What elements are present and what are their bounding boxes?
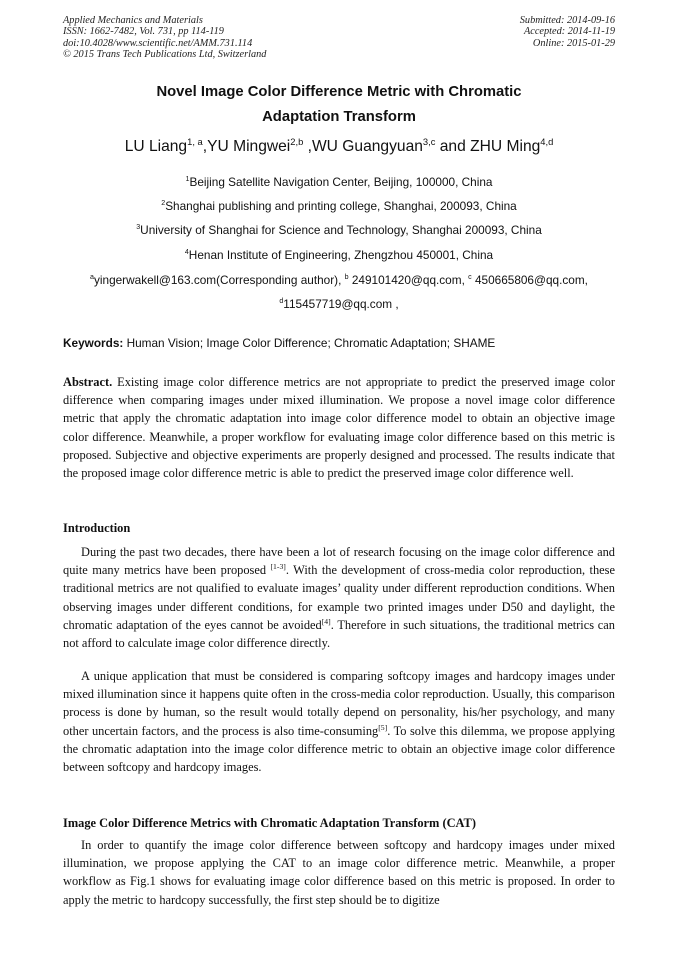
affiliation-3 — [63, 223, 615, 238]
author-separator: , — [202, 138, 208, 155]
section-heading-cat: Image Color Difference Metrics with Chromatic Adaptation Transform (CAT) — [63, 816, 476, 830]
abstract — [63, 373, 615, 482]
affiliation-sup: 4 — [184, 248, 189, 257]
email-sup: a — [90, 273, 94, 282]
affiliation-sup: 3 — [136, 223, 141, 232]
author-separator: and — [435, 138, 471, 155]
section-heading-introduction: Introduction — [63, 521, 131, 535]
citation: [5] — [378, 722, 388, 732]
doi-line: doi:10.4028/www.scientific.net/AMM.731.114 — [63, 37, 253, 49]
affiliation-text: University of Shanghai for Science and Technology, Shanghai 200093, China — [140, 223, 542, 237]
keywords — [63, 336, 615, 351]
intro-p1-text: During the past two decades, there have been a lot of research focusing on the image color difference and quite many metrics have been proposed — [63, 545, 615, 578]
affiliation-text: Henan Institute of Engineering, Zhengzhou 450001, China — [188, 248, 494, 262]
submitted-date: Submitted: 2014-09-16 — [519, 15, 615, 26]
keywords-label: Keywords: — [63, 336, 124, 350]
journal-meta — [63, 15, 266, 60]
title-line-2: Adaptation Transform — [262, 109, 416, 125]
intro-p1-text: . With the development of cross-media color reproduction, these traditional metrics are not qualified to evaluate images’ quality under different reproduction conditions. When observing images under different conditions, for example two printed images under D50 and daylight, the chromatic adaptation of the eyes cannot be avoided — [63, 563, 615, 632]
email-c: 450665806@qq.com, — [471, 273, 588, 287]
affiliation-text: Beijing Satellite Navigation Center, Beijing, 100000, China — [189, 175, 493, 189]
email-b: 249101420@qq.com, — [348, 273, 469, 287]
author-sup: 4,d — [540, 136, 554, 147]
author-list — [63, 137, 615, 157]
intro-paragraph-2 — [63, 667, 615, 776]
dates-meta — [520, 15, 615, 49]
intro-p2-text: A unique application that must be considered is comparing softcopy images and hardcopy images under mixed illumination since it happens quite often in the cross-media color reproduction. Usually, this comparison process is done by human, so the result would totally depend on personality, his/her psychology, and many other uncertain factors, and the process is also time-consuming — [63, 669, 615, 738]
author-name: LU Liang — [124, 138, 188, 155]
email-sup: b — [344, 273, 349, 282]
title-line-1: Novel Image Color Difference Metric with Chromatic — [156, 84, 522, 100]
affiliation-sup: 1 — [185, 175, 190, 184]
citation: [4] — [321, 616, 331, 626]
email-line-2 — [63, 297, 615, 312]
keywords-text: Human Vision; Image Color Difference; Chromatic Adaptation; SHAME — [123, 336, 496, 350]
author-sup: 3,c — [422, 136, 436, 147]
journal-name: Applied Mechanics and Materials — [63, 15, 203, 26]
email-line-1 — [63, 273, 615, 288]
email-sup: d — [279, 297, 284, 306]
section2-paragraph-1: In order to quantify the image color difference between softcopy and hardcopy images under mixed illumination, we propose applying the CAT to an image color difference metric. Meanwhile, a proper workflow as Fig.1 shows for evaluating image color difference based on this metric is proposed. In order to apply the metric to hardcopy successfully, the first step should be to digitize — [63, 838, 615, 907]
issn-line: ISSN: 1662-7482, Vol. 731, pp 114-119 — [63, 26, 224, 38]
intro-p1-text: . Therefore in such situations, the traditional metrics can not afford to calculate image color difference directly. — [63, 617, 616, 651]
email-sup: c — [468, 273, 472, 282]
accepted-date: Accepted: 2014-11-19 — [523, 26, 615, 38]
affiliation-text: Shanghai publishing and printing college, Shanghai, 200093, China — [165, 199, 517, 213]
abstract-label: Abstract. — [63, 375, 113, 389]
author-name: WU Guangyuan — [311, 138, 423, 155]
author-separator: , — [303, 138, 312, 155]
intro-paragraph-1 — [63, 543, 615, 652]
author-name: ZHU Ming — [470, 138, 541, 155]
abstract-text: Existing image color difference metrics are not appropriate to predict the preserved image color difference when comparing images under mixed illumination. We propose a novel image color difference metric that apply the chromatic adaptation into image color difference model to obtain an objective image color difference. Meanwhile, a proper workflow for evaluating image color difference based on this metric is proposed. Subjective and objective experiments are properly designed and processed. The results indicate that the proposed image color difference metric is able to predict the preserved image color difference well. — [63, 375, 615, 481]
affiliation-1 — [63, 175, 615, 190]
intro-p2-text: . To solve this dilemma, we propose applying the chromatic adaptation into the image color difference metric to obtain an objective image color difference between softcopy and hardcopy images. — [63, 723, 615, 775]
author-name: YU Mingwei — [207, 138, 291, 155]
affiliation-4 — [63, 248, 615, 263]
email-a: yingerwakell@163.com(Corresponding author), — [93, 273, 345, 287]
email-d: 115457719@qq.com , — [283, 297, 399, 311]
copyright-line: © 2015 Trans Tech Publications Ltd, Switzerland — [63, 48, 267, 60]
affiliation-2 — [63, 199, 615, 214]
citation: [1-3] — [270, 562, 286, 572]
affiliation-sup: 2 — [161, 199, 166, 208]
paper-title — [63, 80, 615, 130]
online-date: Online: 2015-01-29 — [532, 37, 615, 49]
author-sup: 2,b — [290, 136, 304, 147]
author-sup: 1, a — [187, 136, 203, 147]
